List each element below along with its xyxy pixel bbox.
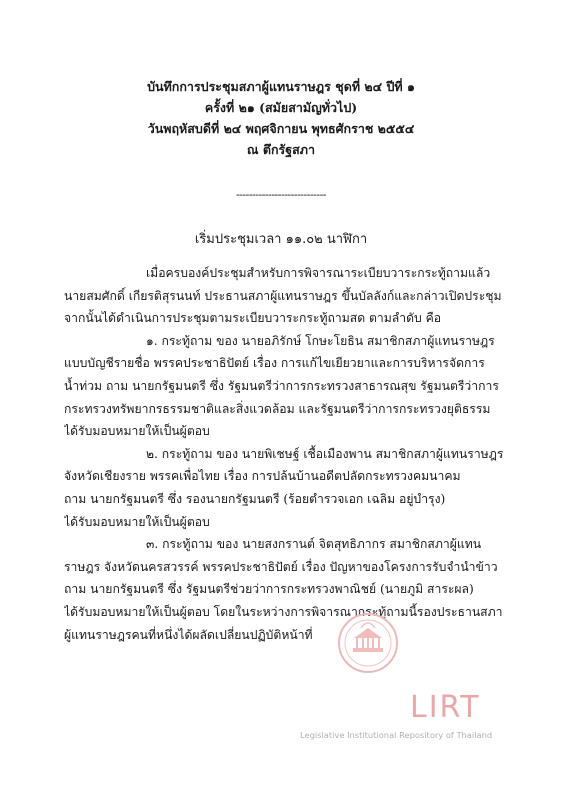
body-line: เมื่อครบองค์ประชุมสำหรับการพิจารณาระเบียบวาระกระทู้ถามแล้ว (146, 266, 491, 280)
body-line: ๑. กระทู้ถาม ของ นายอภิรักษ์ โกษะโยธิน สมาชิกสภาผู้แทนราษฎร (146, 333, 495, 348)
body-line: ราษฎร จังหวัดนครสวรรค์ พรรคประชาธิปัตย์ เรื่อง ปัญหาของโครงการรับจำนำข้าว (64, 559, 498, 574)
body-line: จังหวัดเชียงราย พรรคเพื่อไทย เรื่อง การปล้นบ้านอดีตปลัดกระทรวงคมนาคม (64, 469, 461, 484)
body-line: ถาม นายกรัฐมนตรี ซึ่ง รัฐมนตรีช่วยว่าการกระทรวงพาณิชย์ (นายภูมิ สาระผล) (64, 582, 474, 597)
watermark-logo-text: LIRT (410, 690, 481, 725)
body-line: ๒. กระทู้ถาม ของ นายพิเชษฐ์ เชื้อเมืองพาน สมาชิกสภาผู้แทนราษฎร (146, 446, 504, 461)
header-location: ณ ตึกรัฐสภา (246, 142, 316, 157)
body-line: น้ำท่วม ถาม นายกรัฐมนตรี ซึ่ง รัฐมนตรีว่าการกระทรวงสาธารณสุข รัฐมนตรีว่าการ (64, 378, 499, 393)
start-time: เริ่มประชุมเวลา ๑๑.๐๒ นาฬิกา (194, 232, 368, 247)
parliament-seal-icon (337, 612, 399, 674)
document-header (0, 76, 562, 160)
header-session: ครั้งที่ ๒๑ (สมัยสามัญทั่วไป) (204, 100, 358, 115)
document-body (64, 262, 504, 646)
header-title: บันทึกการประชุมสภาผู้แทนราษฎร ชุดที่ ๒๔ ปีที่ ๑ (147, 79, 415, 94)
watermark-subtitle: Legislative Institutional Repository of Thailand (300, 730, 493, 740)
body-line: ได้รับมอบหมายให้เป็นผู้ตอบ (64, 424, 210, 439)
body-line: แบบบัญชีรายชื่อ พรรคประชาธิปัตย์ เรื่อง การแก้ไขเยียวยาและการบริหารจัดการ (64, 356, 485, 371)
body-line: ได้รับมอบหมายให้เป็นผู้ตอบ โดยในระหว่างการพิจารณากระทู้ถามนี้รองประธานสภา (64, 604, 503, 619)
body-line: ได้รับมอบหมายให้เป็นผู้ตอบ (64, 514, 210, 529)
body-line: ผู้แทนราษฎรคนที่หนึ่งได้ผลัดเปลี่ยนปฏิบัติหน้าที่ (64, 627, 313, 642)
header-date: วันพฤหัสบดีที่ ๒๔ พฤศจิกายน พุทธศักราช ๒๕๕๔ (147, 121, 415, 136)
body-line: ๓. กระทู้ถาม ของ นายสงกรานต์ จิตสุทธิภากร สมาชิกสภาผู้แทน (146, 537, 482, 552)
header-divider: ---------------------------- (235, 188, 327, 201)
body-line: นายสมศักดิ์ เกียรติสุรนนท์ ประธานสภาผู้แทนราษฎร ขึ้นบัลลังก์และกล่าวเปิดประชุม (64, 288, 502, 303)
body-line: จากนั้นได้ดำเนินการประชุมตามระเบียบวาระกระทู้ถามสด ตามลำดับ คือ (64, 311, 442, 326)
body-line: ถาม นายกรัฐมนตรี ซึ่ง รองนายกรัฐมนตรี (ร้อยตำรวจเอก เฉลิม อยู่บำรุง) (64, 491, 446, 506)
body-line: กระทรวงทรัพยากรธรรมชาติและสิ่งแวดล้อม และรัฐมนตรีว่าการกระทรวงยุติธรรม (64, 401, 491, 416)
